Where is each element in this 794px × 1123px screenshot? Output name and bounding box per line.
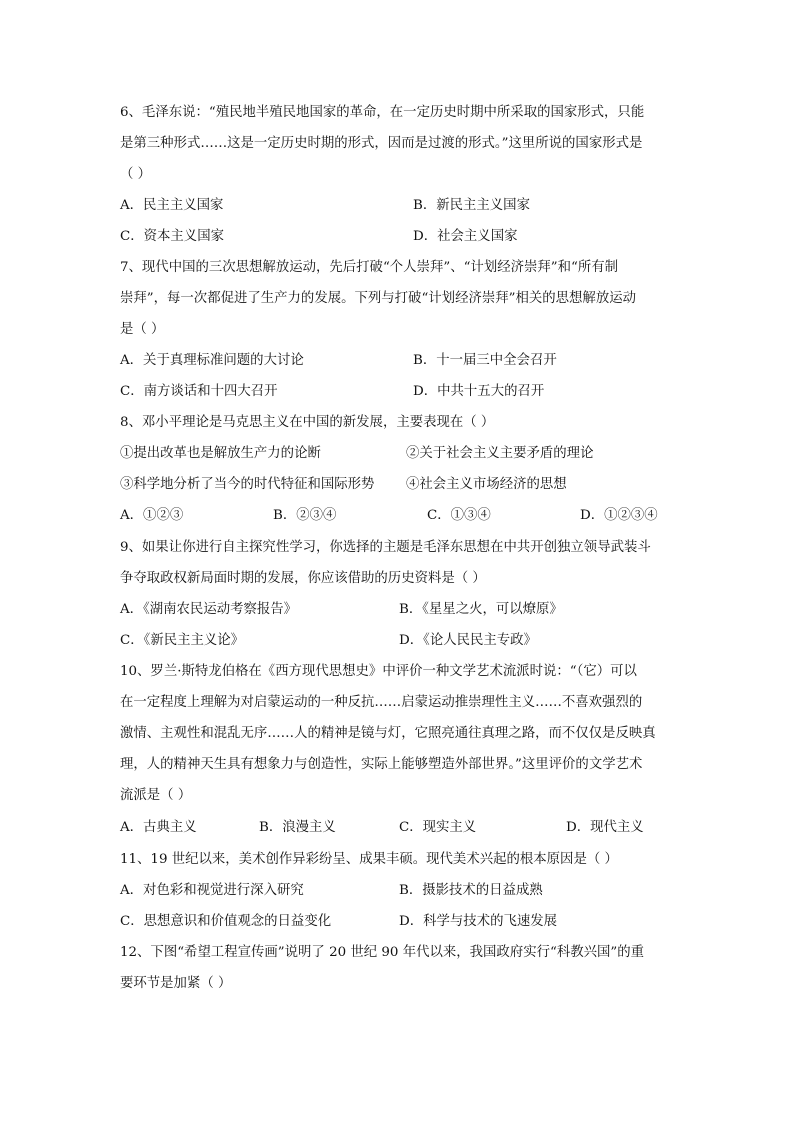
question-7-option-d: D．中共十五大的召开 (413, 384, 545, 399)
question-7-line-3: 是（ ） (120, 322, 165, 337)
question-10-line-5: 流派是（ ） (120, 788, 192, 803)
question-10-line-4: 理，人的精神天生具有想象力与创造性，实际上能够塑造外部世界。”这里评价的文学艺术 (120, 757, 643, 772)
question-7-option-a: A．关于真理标准问题的大讨论 (120, 353, 304, 368)
question-8-subitem-3: ③科学地分析了当今的时代特征和国际形势 (120, 477, 375, 492)
question-10-option-b: B．浪漫主义 (259, 820, 336, 835)
question-11-line-1: 11、19 世纪以来，美术创作异彩纷呈、成果丰硕。现代美术兴起的根本原因是（ ） (120, 852, 618, 867)
question-8-option-c: C．①③④ (427, 508, 491, 523)
question-10-option-d: D．现代主义 (566, 820, 644, 835)
question-7-option-c: C．南方谈话和十四大召开 (120, 384, 278, 399)
question-7-line-1: 7、现代中国的三次思想解放运动，先后打破“个人崇拜”、“计划经济崇拜”和“所有制 (120, 260, 619, 275)
question-8-subitem-1: ①提出改革也是解放生产力的论断 (120, 446, 321, 461)
question-6-line-3: （ ） (120, 167, 152, 182)
question-8-line-1: 8、邓小平理论是马克思主义在中国的新发展，主要表现在（ ） (120, 415, 495, 430)
question-7-option-b: B．十一届三中全会召开 (413, 353, 557, 368)
question-9-line-2: 争夺取政权新局面时期的发展，你应该借助的历史资料是（ ） (120, 571, 486, 586)
question-9-option-c: C．《新民主主义论》 (120, 633, 245, 648)
question-8-option-b: B．②③④ (273, 508, 337, 523)
question-12-line-2: 要环节是加紧（ ） (120, 976, 232, 991)
question-11-option-c: C．思想意识和价值观念的日益变化 (120, 914, 332, 929)
question-10-line-3: 激情、主观性和混乱无序……人的精神是镜与灯，它照亮通往真理之路，而不仅仅是反映真 (120, 726, 656, 741)
question-11-option-a: A．对色彩和视觉进行深入研究 (120, 883, 304, 898)
question-7-line-2: 崇拜”，每一次都促进了生产力的发展。下列与打破“计划经济崇拜”相关的思想解放运动 (120, 291, 636, 306)
question-9-option-a: A．《湖南农民运动考察报告》 (120, 602, 298, 617)
question-6-option-b: B．新民主主义国家 (413, 198, 530, 213)
question-10-option-a: A．古典主义 (120, 820, 197, 835)
question-8-subitem-2: ②关于社会主义主要矛盾的理论 (406, 446, 594, 461)
question-8-subitem-4: ④社会主义市场经济的思想 (406, 477, 567, 492)
question-6-line-2: 是第三种形式……这是一定历史时期的形式，因而是过渡的形式。”这里所说的国家形式是 (120, 136, 643, 151)
question-9-line-1: 9、如果让你进行自主探究性学习，你选择的主题是毛泽东思想在中共开创独立领导武装斗 (120, 540, 651, 555)
question-6-option-d: D．社会主义国家 (413, 229, 518, 244)
question-6-option-a: A．民主主义国家 (120, 198, 224, 213)
question-12-line-1: 12、下图“希望工程宣传画”说明了 20 世纪 90 年代以来，我国政府实行“科教兴国”的重 (120, 945, 645, 960)
question-6-option-c: C．资本主义国家 (120, 229, 224, 244)
question-8-option-d: D．①②③④ (580, 508, 658, 523)
question-11-option-d: D．科学与技术的飞速发展 (399, 914, 558, 929)
question-9-option-d: D．《论人民民主专政》 (399, 633, 537, 648)
question-6-line-1: 6、毛泽东说：“殖民地半殖民地国家的革命，在一定历史时期中所采取的国家形式，只能 (120, 105, 645, 120)
question-11-option-b: B．摄影技术的日益成熟 (399, 883, 543, 898)
question-10-line-2: 在一定程度上理解为对启蒙运动的一种反抗……启蒙运动推崇理性主义……不喜欢强烈的 (120, 695, 643, 710)
question-9-option-b: B．《星星之火，可以燎原》 (399, 602, 563, 617)
question-8-option-a: A．①②③ (120, 508, 184, 523)
question-10-line-1: 10、罗兰·斯特龙伯格在《西方现代思想史》中评价一种文学艺术流派时说：“（它）可以 (120, 664, 637, 679)
question-10-option-c: C．现实主义 (399, 820, 477, 835)
